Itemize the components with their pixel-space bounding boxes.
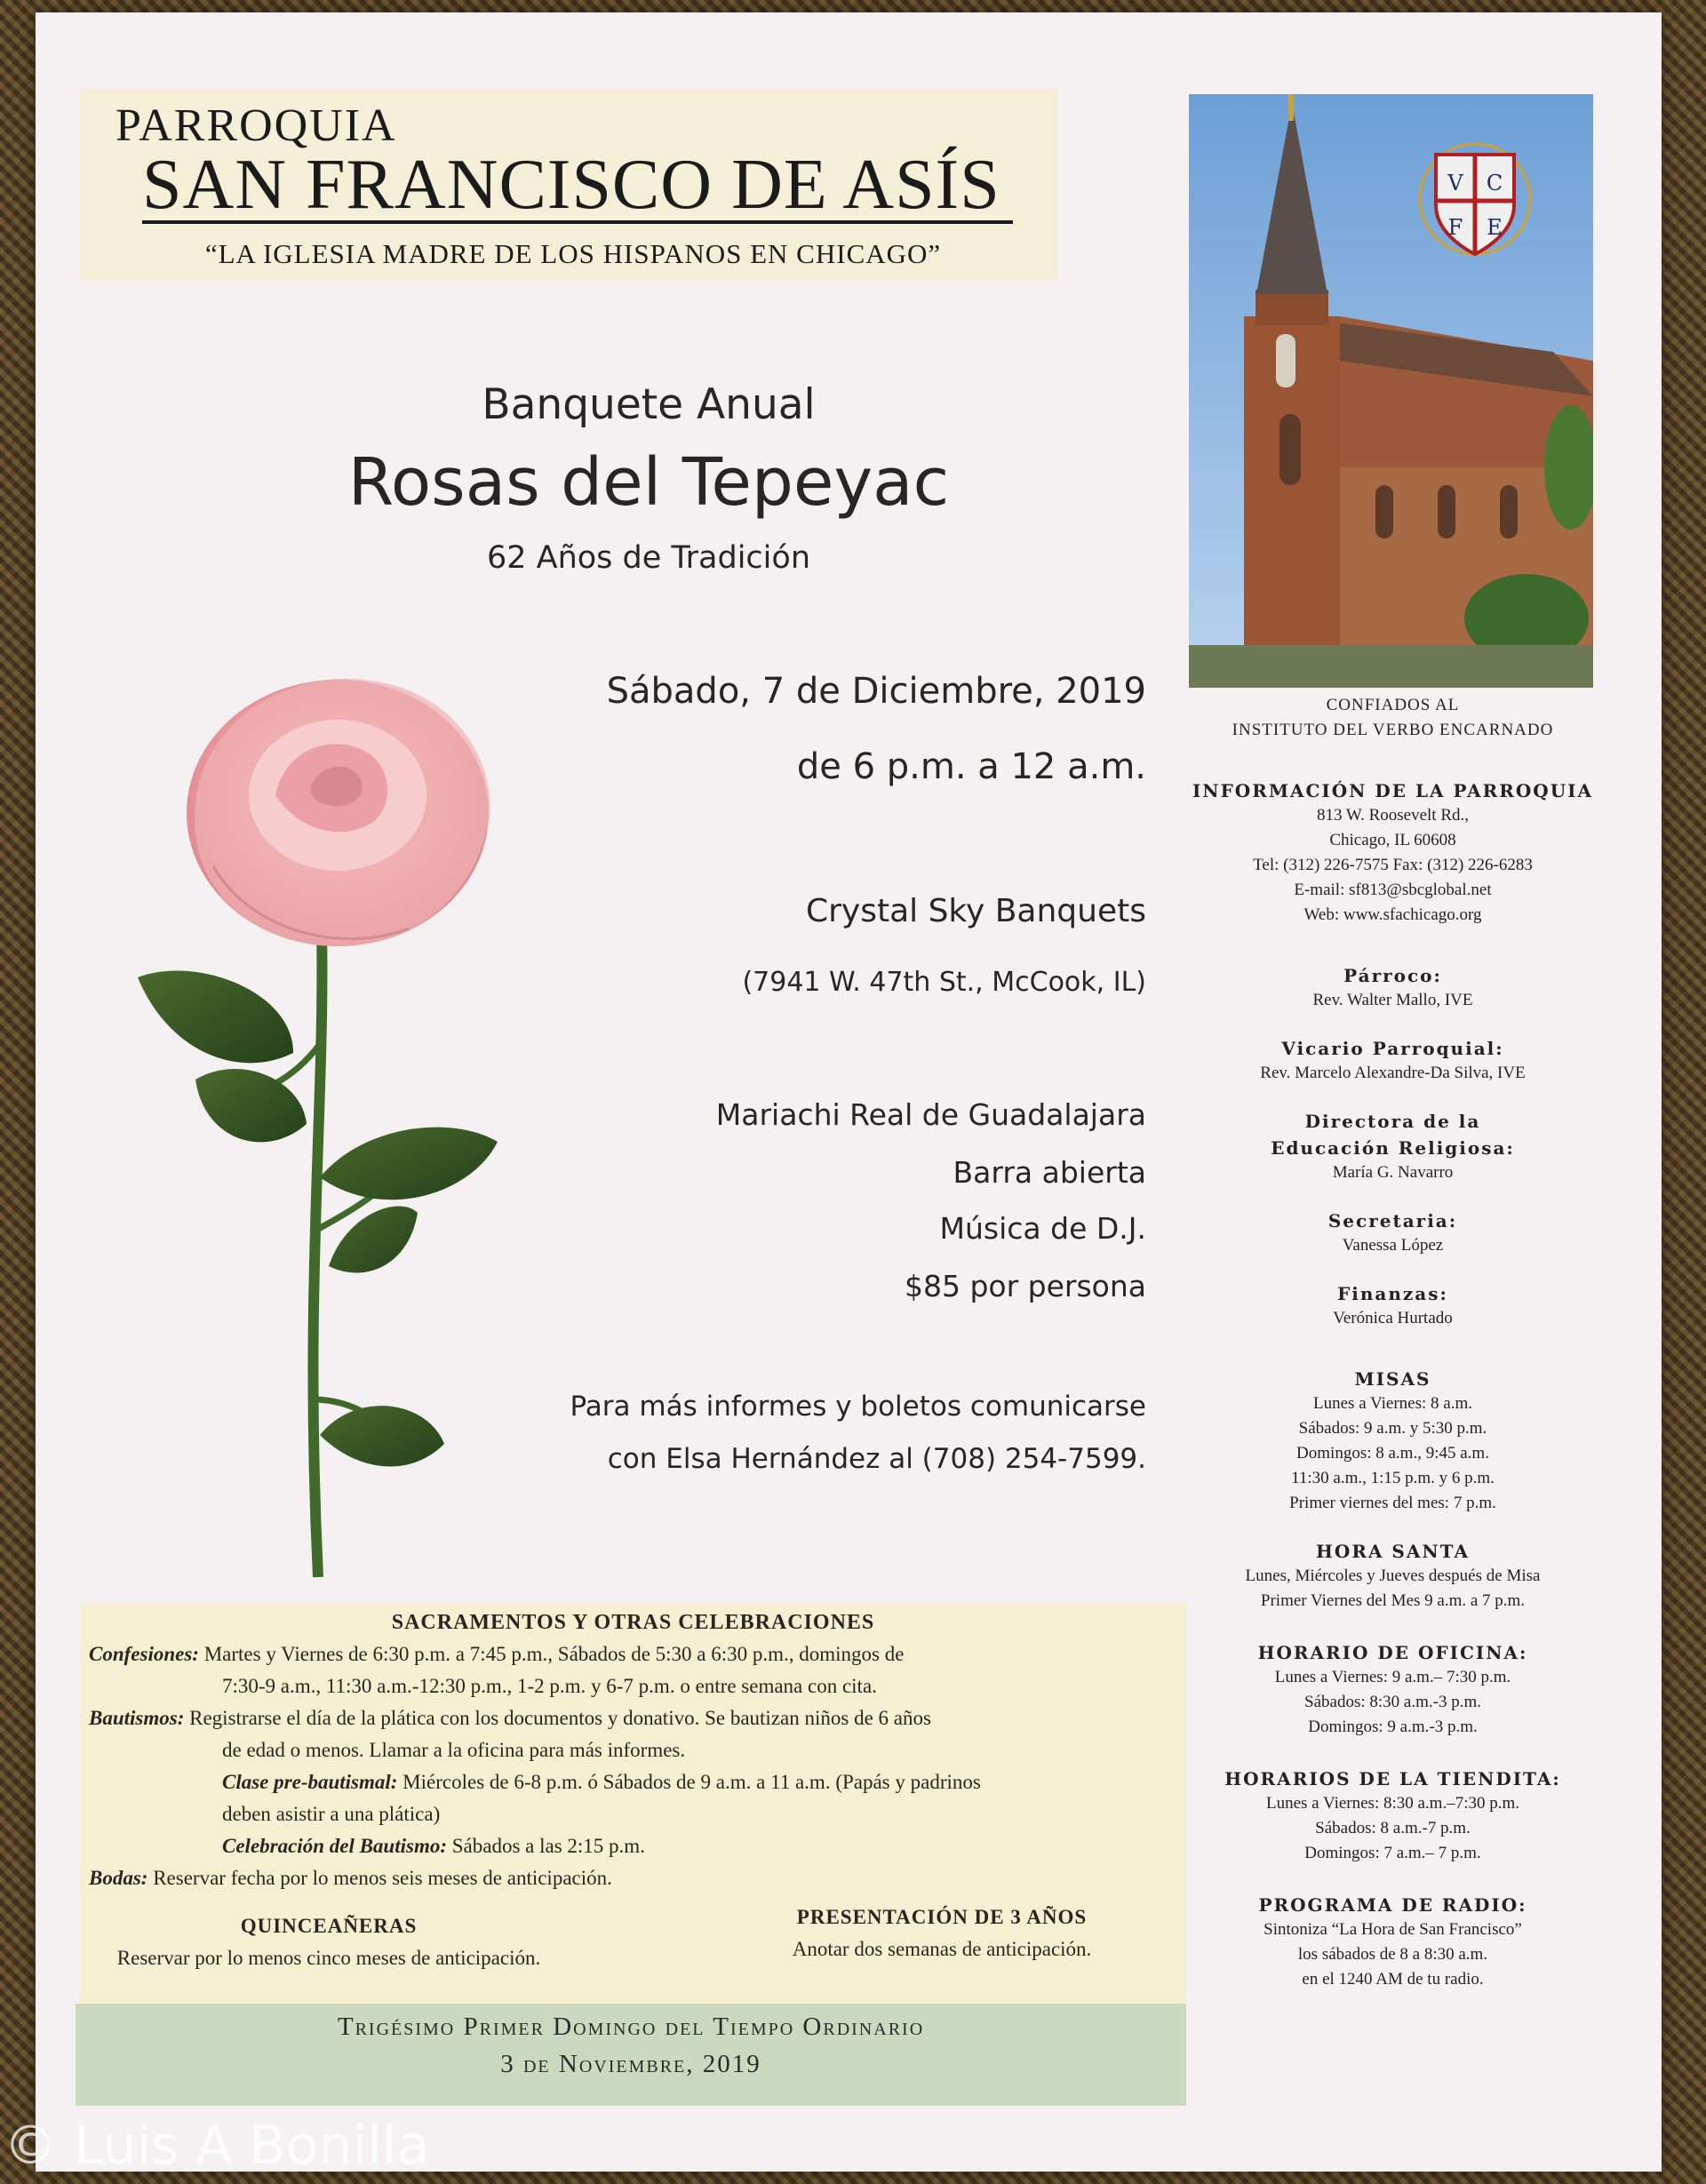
presentacion-title: PRESENTACIÓN DE 3 AÑOS <box>796 1906 1088 1928</box>
directora-heading-2: Educación Religiosa: <box>1271 1137 1515 1159</box>
quinceaneras-title: QUINCEAÑERAS <box>240 1915 418 1937</box>
tiendita-line: Sábados: 8 a.m.-7 p.m. <box>1315 1819 1471 1837</box>
clase-label: Clase pre-bautismal: <box>222 1771 398 1793</box>
presentacion-text: Anotar dos semanas de anticipación. <box>792 1938 1092 1960</box>
clase-text-2: deben asistir a una plática) <box>222 1803 441 1825</box>
bautismos-label: Bautismos: <box>89 1707 185 1729</box>
confiados-line: CONFIADOS AL <box>1326 696 1460 714</box>
event-venue: Crystal Sky Banquets <box>805 893 1146 929</box>
radio-line: Sintoniza “La Hora de San Francisco” <box>1264 1920 1522 1939</box>
crest-letter: V <box>1447 171 1463 195</box>
event-feature: Música de D.J. <box>939 1211 1146 1246</box>
event-years: 62 Años de Tradición <box>486 540 810 576</box>
confesiones-label: Confesiones: <box>89 1643 199 1665</box>
event-price: $85 por persona <box>904 1269 1146 1303</box>
oficina-line: Lunes a Viernes: 9 a.m.– 7:30 p.m. <box>1274 1668 1511 1686</box>
misas-line: Sábados: 9 a.m. y 5:30 p.m. <box>1298 1419 1487 1438</box>
parish-sidebar <box>1191 693 1595 1992</box>
hora-santa-heading: HORA SANTA <box>1316 1541 1470 1562</box>
church-photo <box>1189 94 1593 688</box>
liturgical-sunday: Trigésimo Primer Domingo del Tiempo Ordinario <box>337 2013 925 2041</box>
crest-icon <box>1420 144 1530 254</box>
masthead-title: SAN FRANCISCO DE ASÍS <box>142 149 1013 224</box>
bautismos-text-2: de edad o menos. Llamar a la oficina para más informes. <box>222 1739 686 1761</box>
event-contact-line: con Elsa Hernández al (708) 254-7599. <box>607 1443 1146 1475</box>
crest-letter: E <box>1487 215 1503 240</box>
event-banquet-label: Banquete Anual <box>482 380 816 429</box>
info-heading: INFORMACIÓN DE LA PARROQUIA <box>1192 780 1594 801</box>
bautismos-text: Registrarse el día de la plática con los documentos y donativo. Se bautizan niños de 6 años <box>189 1707 931 1729</box>
event-address: (7941 W. 47th St., McCook, IL) <box>742 967 1146 998</box>
event-feature: Mariachi Real de Guadalajara <box>715 1097 1146 1132</box>
confiados-line: INSTITUTO DEL VERBO ENCARNADO <box>1232 721 1554 739</box>
hora-santa-line: Primer Viernes del Mes 9 a.m. a 7 p.m. <box>1260 1591 1526 1610</box>
info-city: Chicago, IL 60608 <box>1329 831 1456 849</box>
crest-letter: C <box>1486 171 1503 195</box>
event-name: Rosas del Tepeyac <box>347 444 950 521</box>
sacramentos-content <box>89 1606 1177 1894</box>
oficina-heading: HORARIO DE OFICINA: <box>1257 1642 1528 1663</box>
clase-text: Miércoles de 6-8 p.m. ó Sábados de 9 a.m. a 11 a.m. (Papás y padrinos <box>403 1771 981 1793</box>
quinceaneras-block <box>80 1910 578 1974</box>
info-web: Web: www.sfachicago.org <box>1303 905 1482 924</box>
quinceaneras-text: Reservar por lo menos cinco meses de anticipación. <box>116 1947 541 1969</box>
presentacion-block <box>729 1901 1155 1965</box>
directora-name: María G. Navarro <box>1332 1163 1454 1182</box>
oficina-line: Domingos: 9 a.m.-3 p.m. <box>1308 1718 1478 1736</box>
sacramentos-title: SACRAMENTOS Y OTRAS CELEBRACIONES <box>391 1611 875 1634</box>
celebracion-label: Celebración del Bautismo: <box>222 1835 447 1857</box>
crest-letter: F <box>1447 215 1463 240</box>
directora-heading: Directora de la <box>1304 1111 1481 1132</box>
event-date: Sábado, 7 de Diciembre, 2019 <box>606 671 1146 712</box>
secretaria-heading: Secretaria: <box>1327 1210 1458 1231</box>
oficina-line: Sábados: 8:30 a.m.-3 p.m. <box>1304 1693 1481 1711</box>
event-contact-line: Para más informes y boletos comunicarse <box>570 1391 1146 1423</box>
confesiones-text-2: 7:30-9 a.m., 11:30 a.m.-12:30 p.m., 1-2 p.m. y 6-7 p.m. o entre semana con cita. <box>222 1675 877 1697</box>
vicario-name: Rev. Marcelo Alexandre-Da Silva, IVE <box>1260 1064 1526 1082</box>
masthead-parroquia: PARROQUIA <box>116 100 397 151</box>
bodas-label: Bodas: <box>89 1867 148 1889</box>
rose-illustration <box>116 662 560 1586</box>
hora-santa-line: Lunes, Miércoles y Jueves después de Misa <box>1245 1566 1541 1585</box>
tiendita-line: Domingos: 7 a.m.– 7 p.m. <box>1304 1844 1481 1862</box>
info-phone: Tel: (312) 226-7575 Fax: (312) 226-6283 <box>1253 856 1533 874</box>
liturgical-date: 3 de Noviembre, 2019 <box>500 2050 761 2078</box>
radio-line: los sábados de 8 a 8:30 a.m. <box>1297 1945 1488 1964</box>
event-feature: Barra abierta <box>953 1155 1146 1190</box>
misas-line: Domingos: 8 a.m., 9:45 a.m. <box>1296 1444 1489 1463</box>
radio-line: en el 1240 AM de tu radio. <box>1302 1970 1484 1989</box>
misas-heading: MISAS <box>1354 1368 1431 1390</box>
misas-line: Primer viernes del mes: 7 p.m. <box>1289 1494 1496 1512</box>
radio-heading: PROGRAMA DE RADIO: <box>1258 1894 1527 1916</box>
misas-line: 11:30 a.m., 1:15 p.m. y 6 p.m. <box>1291 1469 1495 1487</box>
photographer-watermark: © Luis A Bonilla <box>4 2115 430 2177</box>
info-address: 813 W. Roosevelt Rd., <box>1316 806 1469 825</box>
tiendita-heading: HORARIOS DE LA TIENDITA: <box>1224 1768 1561 1789</box>
parroco-name: Rev. Walter Mallo, IVE <box>1312 991 1473 1009</box>
celebracion-text: Sábados a las 2:15 p.m. <box>451 1835 645 1857</box>
vicario-heading: Vicario Parroquial: <box>1281 1038 1504 1059</box>
masthead-subtitle: “LA IGLESIA MADRE DE LOS HISPANOS EN CHICAGO” <box>204 238 942 269</box>
confesiones-text: Martes y Viernes de 6:30 p.m. a 7:45 p.m., Sábados de 5:30 a 6:30 p.m., domingos de <box>203 1643 905 1665</box>
finanzas-name: Verónica Hurtado <box>1333 1309 1453 1327</box>
misas-line: Lunes a Viernes: 8 a.m. <box>1313 1394 1472 1413</box>
secretaria-name: Vanessa López <box>1342 1236 1444 1255</box>
parroco-heading: Párroco: <box>1343 965 1442 986</box>
finanzas-heading: Finanzas: <box>1337 1283 1448 1304</box>
info-email: E-mail: sf813@sbcglobal.net <box>1294 881 1492 899</box>
bodas-text: Reservar fecha por lo menos seis meses de anticipación. <box>153 1867 612 1889</box>
tiendita-line: Lunes a Viernes: 8:30 a.m.–7:30 p.m. <box>1265 1794 1520 1813</box>
event-time: de 6 p.m. a 12 a.m. <box>796 746 1146 787</box>
